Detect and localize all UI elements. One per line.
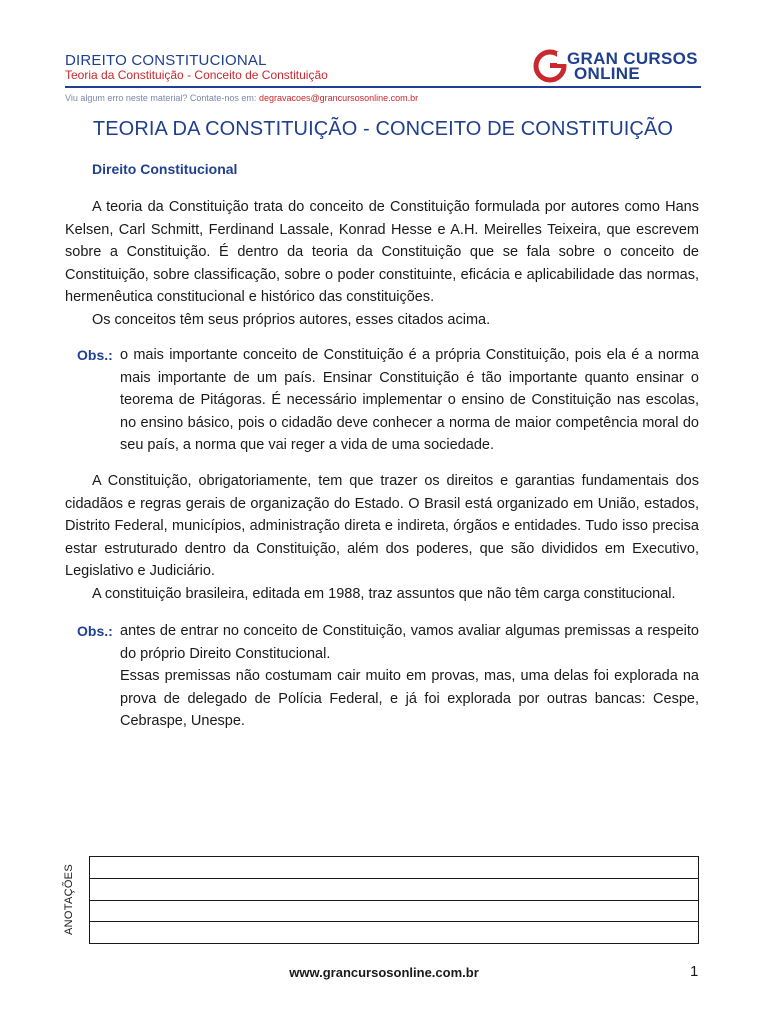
body-block-1 — [65, 196, 699, 331]
obs-paragraph: antes de entrar no conceito de Constituição, vamos avaliar algumas premissas a respeito do próprio Direito Constitucional. — [120, 623, 699, 662]
obs-paragraph: Essas premissas não costumam cair muito em provas, mas, uma delas foi explorada na prova de delegado de Polícia Federal, e já foi explorada por outras bancas: Cespe, Cebraspe, Unespe. — [120, 668, 699, 729]
paragraph: A constituição brasileira, editada em 1988, traz assuntos que não têm carga constitucional. — [92, 585, 676, 602]
obs-paragraph: o mais importante conceito de Constituição é a própria Constituição, pois ela é a norma mais importante de um país. Ensinar Constituição é tão importante quanto ensinar o teorema de Pitágoras. É necessário implementar o ensino de Constituição nas escolas, no ensino básico, pois o cidadão deve conhecer a norma de maior competência moral do seu país, a norma que vai reger a vida de uma sociedade. — [120, 347, 699, 453]
header-divider — [65, 86, 701, 88]
logo-g-icon — [533, 49, 567, 83]
page-title: TEORIA DA CONSTITUIÇÃO - CONCEITO DE CONSTITUIÇÃO — [92, 118, 674, 140]
contact-email-link[interactable]: degravacoes@grancursosonline.com.br — [258, 93, 419, 103]
obs-block-2 — [65, 620, 699, 733]
obs-block-1 — [65, 344, 699, 457]
gran-cursos-logo — [533, 48, 703, 84]
header-subject: DIREITO CONSTITUCIONAL — [65, 52, 267, 69]
obs-text — [120, 620, 699, 733]
paragraph: Os conceitos têm seus próprios autores, esses citados acima. — [92, 311, 491, 328]
paragraph: A teoria da Constituição trata do conceito de Constituição formulada por autores como Hans Kelsen, Carl Schmitt, Ferdinand Lassale, Konrad Hesse e A.H. Meirelles Teixeira, que escrevem sobre a Constituição. É dentro da teoria da Constituição que se fala sobre o conceito de Constituição, sobre classificação, sobre o poder constituinte, eficácia e aplicabilidade das normas, hermenêutica constitucional e histórico das constituições. — [65, 199, 699, 305]
paragraph: A Constituição, obrigatoriamente, tem que trazer os direitos e garantias fundamentais dos cidadãos e regras gerais de organização do Estado. O Brasil está organizado em União, estados, Distrito Federal, municípios, administração direta e indireta, órgãos e entidades. Tudo isso precisa estar estruturado dentro da Constituição, além dos poderes, que são divididos em Executivo, Legislativo e Judiciário. — [65, 473, 699, 579]
footer-url-link[interactable]: www.grancursosonline.com.br — [289, 965, 479, 980]
contact-prefix: Viu algum erro neste material? Contate-nos em: — [65, 93, 257, 103]
notes-label: ANOTAÇÕES — [63, 864, 75, 935]
obs-text — [120, 344, 699, 457]
notes-box[interactable] — [89, 856, 699, 944]
notes-line — [90, 900, 698, 901]
logo-text-line2: ONLINE — [574, 64, 641, 83]
page-number: 1 — [690, 963, 699, 980]
notes-line — [90, 878, 698, 879]
obs-label: Obs.: — [77, 623, 113, 639]
notes-line — [90, 921, 698, 922]
header-topic: Teoria da Constituição - Conceito de Constituição — [65, 68, 328, 82]
logo-text-line1: GRAN CURSOS — [567, 49, 698, 68]
section-heading: Direito Constitucional — [92, 161, 238, 177]
header-contact — [65, 93, 418, 103]
obs-label: Obs.: — [77, 347, 113, 363]
body-block-2 — [65, 470, 699, 605]
